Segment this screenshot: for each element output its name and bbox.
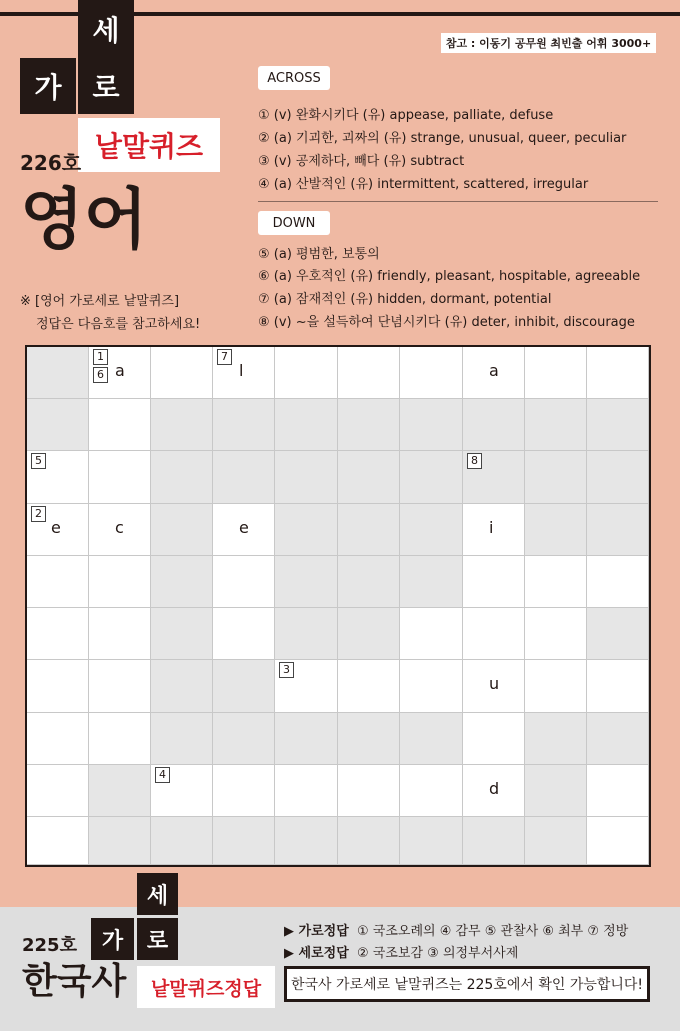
grid-cell: [89, 660, 151, 713]
grid-cell: [275, 556, 338, 608]
grid-cell: [151, 556, 213, 608]
grid-cell: [463, 504, 525, 556]
grid-cell: [400, 399, 463, 451]
issue-number: 226호: [20, 151, 82, 175]
title-ro: 로: [92, 71, 120, 104]
grid-cell: [338, 608, 400, 660]
down-label: DOWN: [258, 211, 330, 235]
grid-cell: [587, 608, 649, 660]
clue-number-5: 5: [31, 453, 46, 469]
prev-issue-notice: 한국사 가로세로 낱말퀴즈는 225호에서 확인 가능합니다!: [284, 966, 650, 1002]
grid-cell: [275, 817, 338, 865]
grid-cell: [151, 451, 213, 504]
grid-cell: [151, 504, 213, 556]
reference-badge: 참고 : 이동기 공무원 최빈출 어휘 3000+: [441, 33, 656, 53]
grid-cell: [338, 347, 400, 399]
clue-divider: [258, 201, 658, 202]
grid-cell: [213, 817, 275, 865]
grid-cell: [338, 660, 400, 713]
prev-ga: 가: [101, 928, 124, 954]
grid-cell: [338, 399, 400, 451]
grid-cell: [27, 660, 89, 713]
grid-cell: [587, 660, 649, 713]
grid-cell: [151, 399, 213, 451]
clue-number-2: 2: [31, 506, 46, 522]
across-label: ACROSS: [258, 66, 330, 90]
grid-letter: c: [115, 518, 124, 537]
down-clue-8: ⑧ (v) ~을 설득하여 단념시키다 (유) deter, inhibit, discourage: [258, 315, 635, 330]
grid-cell: [213, 556, 275, 608]
prev-answer-label: 낱말퀴즈정답: [150, 977, 262, 1000]
grid-cell: [587, 451, 649, 504]
grid-cell: [89, 608, 151, 660]
grid-cell: [89, 765, 151, 817]
grid-cell: [400, 608, 463, 660]
grid-cell: [275, 347, 338, 399]
title-se-block: [78, 0, 134, 58]
grid-cell: [27, 556, 89, 608]
down-answer-label: ▶ 세로정답: [284, 946, 349, 961]
grid-cell: [525, 504, 587, 556]
across-answer-label: ▶ 가로정답: [284, 924, 349, 939]
grid-letter: a: [489, 361, 499, 380]
grid-cell: [151, 660, 213, 713]
title-ga-block: [20, 58, 76, 114]
grid-cell: [275, 713, 338, 765]
grid-cell: [338, 504, 400, 556]
grid-cell: [400, 451, 463, 504]
prev-ro: 로: [146, 928, 169, 954]
grid-cell: [338, 765, 400, 817]
grid-cell: [151, 608, 213, 660]
grid-cell: [151, 817, 213, 865]
grid-cell: [400, 347, 463, 399]
title-se: 세: [92, 14, 120, 47]
grid-cell: [89, 451, 151, 504]
grid-cell: [587, 713, 649, 765]
across-clue-4: ④ (a) 산발적인 (유) intermittent, scattered, irregular: [258, 177, 589, 192]
quiz-label-box: [78, 118, 220, 172]
grid-letter: u: [489, 674, 500, 693]
grid-cell: [587, 556, 649, 608]
grid-cell: [151, 347, 213, 399]
grid-cell: [27, 765, 89, 817]
clue-number-3: 3: [279, 662, 294, 678]
prev-ga-block: [91, 918, 134, 960]
across-clue-2: ② (a) 기괴한, 괴짜의 (유) strange, unusual, queer, peculiar: [258, 131, 627, 146]
across-clue-1: ① (v) 완화시키다 (유) appease, palliate, defuse: [258, 108, 554, 123]
grid-cell: [463, 608, 525, 660]
title-ro-block: [78, 58, 134, 114]
grid-cell: [213, 660, 275, 713]
grid-cell: [525, 660, 587, 713]
clue-number-8: 8: [467, 453, 482, 469]
grid-cell: [89, 817, 151, 865]
prev-answer-label-box: [137, 966, 275, 1008]
grid-cell: [525, 556, 587, 608]
quiz-label: 낱말퀴즈: [94, 130, 204, 163]
grid-cell: [27, 713, 89, 765]
grid-cell: [525, 765, 587, 817]
grid-cell: [463, 817, 525, 865]
clue-number-7: 7: [217, 349, 232, 365]
grid-letter: i: [489, 518, 494, 537]
crossword-grid: [25, 345, 651, 867]
grid-cell: [400, 713, 463, 765]
grid-cell: [89, 713, 151, 765]
grid-cell: [213, 713, 275, 765]
grid-cell: [400, 504, 463, 556]
grid-cell: [213, 765, 275, 817]
grid-cell: [525, 399, 587, 451]
grid-cell: [587, 817, 649, 865]
grid-cell: [463, 556, 525, 608]
clue-number-6: 6: [93, 367, 108, 383]
prev-se-block: [137, 873, 178, 915]
across-clue-3: ③ (v) 공제하다, 빼다 (유) subtract: [258, 154, 465, 169]
grid-cell: [587, 347, 649, 399]
grid-cell: [27, 608, 89, 660]
grid-cell: [338, 817, 400, 865]
title-ga: 가: [34, 71, 62, 104]
grid-cell: [463, 399, 525, 451]
prev-subject: 한국사: [22, 961, 127, 1002]
down-clue-7: ⑦ (a) 잠재적인 (유) hidden, dormant, potential: [258, 292, 552, 307]
clue-number-4: 4: [155, 767, 170, 783]
prev-ro-block: [137, 918, 178, 960]
grid-cell: [27, 399, 89, 451]
grid-cell: [587, 504, 649, 556]
grid-cell: [151, 713, 213, 765]
across-answers: ① 국조오례의 ④ 감무 ⑤ 관찰사 ⑥ 최부 ⑦ 정방: [357, 924, 629, 939]
grid-cell: [400, 765, 463, 817]
grid-cell: [525, 817, 587, 865]
grid-cell: [213, 399, 275, 451]
grid-letter: a: [115, 361, 125, 380]
grid-cell: [213, 451, 275, 504]
prev-issue: 225호: [22, 935, 77, 956]
grid-cell: [275, 451, 338, 504]
clue-number-1: 1: [93, 349, 108, 365]
grid-cell: [275, 765, 338, 817]
grid-cell: [27, 347, 89, 399]
grid-letter: l: [239, 361, 244, 380]
grid-cell: [338, 451, 400, 504]
grid-cell: [400, 556, 463, 608]
grid-cell: [338, 713, 400, 765]
down-clue-6: ⑥ (a) 우호적인 (유) friendly, pleasant, hospitable, agreeable: [258, 269, 641, 284]
down-answers: ② 국조보감 ③ 의정부서사제: [357, 946, 519, 961]
grid-cell: [400, 660, 463, 713]
note-line-1: ※ [영어 가로세로 낱말퀴즈]: [20, 294, 180, 309]
grid-cell: [463, 713, 525, 765]
grid-cell: [27, 817, 89, 865]
grid-cell: [275, 399, 338, 451]
note-line-2: 정답은 다음호를 참고하세요!: [36, 317, 201, 332]
grid-letter: e: [239, 518, 249, 537]
grid-cell: [89, 399, 151, 451]
grid-cell: [275, 608, 338, 660]
grid-cell: [89, 556, 151, 608]
grid-cell: [525, 608, 587, 660]
grid-cell: [213, 608, 275, 660]
grid-cell: [525, 347, 587, 399]
prev-se: 세: [146, 883, 169, 909]
grid-cell: [275, 504, 338, 556]
grid-cell: [338, 556, 400, 608]
grid-cell: [525, 451, 587, 504]
grid-letter: d: [489, 779, 500, 798]
grid-letter: e: [51, 518, 61, 537]
down-clue-5: ⑤ (a) 평범한, 보통의: [258, 247, 380, 262]
grid-cell: [400, 817, 463, 865]
grid-cell: [587, 399, 649, 451]
grid-cell: [587, 765, 649, 817]
grid-cell: [525, 713, 587, 765]
subject-title: 영어: [20, 181, 148, 258]
